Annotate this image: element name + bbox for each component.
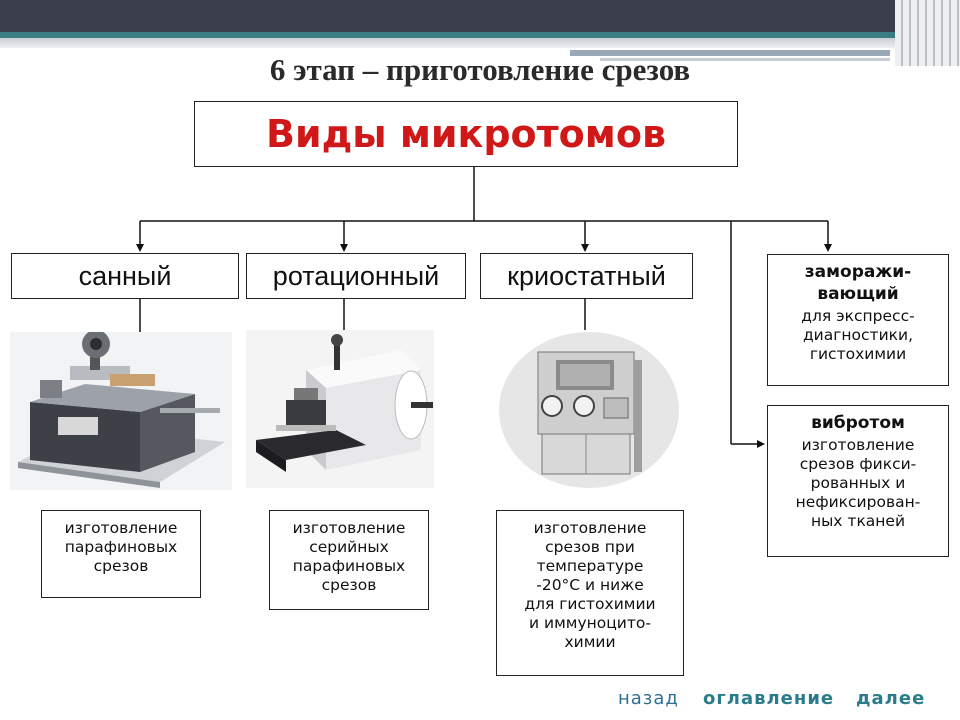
type-box-kriostatny xyxy=(480,253,693,299)
type-label-kriostatny: криостатный xyxy=(507,260,666,291)
root-node-label: Виды микротомов xyxy=(265,112,666,156)
side-title-vibrotom: вибротом xyxy=(811,413,905,433)
desc-text-rotatsionny: изготовление серийных парафиновых срезов xyxy=(292,519,406,594)
side-desc-zamorazh: для экспресс- диагностики, гистохимии xyxy=(801,307,915,363)
type-box-rotatsionny xyxy=(246,253,466,299)
cryostat-image xyxy=(496,330,682,490)
desc-box-sanny xyxy=(41,510,201,598)
side-desc-vibrotom: изготовление срезов фикси- рованных и нефиксирован- ных тканей xyxy=(795,436,921,530)
page-title: 6 этап – приготовление срезов xyxy=(269,52,691,87)
sledge-microtome-image xyxy=(10,332,232,490)
type-label-sanny: санный xyxy=(78,260,172,291)
desc-box-rotatsionny xyxy=(269,510,429,610)
side-title-zamorazh: заморажи- вающий xyxy=(804,262,912,304)
desc-text-kriostatny: изготовление срезов при температуре -20°С и ниже для гистохимии и иммуноцито- химии xyxy=(524,519,656,651)
type-box-sanny xyxy=(11,253,239,299)
rotary-microtome-image xyxy=(246,330,434,488)
desc-text-sanny: изготовление парафиновых срезов xyxy=(64,519,178,575)
side-box-zamorazh xyxy=(767,254,949,386)
nav-contents-link[interactable]: оглавление xyxy=(703,688,835,709)
type-label-rotatsionny: ротационный xyxy=(272,260,440,291)
side-box-vibrotom xyxy=(767,405,949,557)
root-node-box xyxy=(194,101,738,167)
desc-box-kriostatny xyxy=(496,510,684,676)
nav-back-link[interactable]: назад xyxy=(618,688,679,709)
nav-next-link[interactable]: далее xyxy=(856,688,926,709)
